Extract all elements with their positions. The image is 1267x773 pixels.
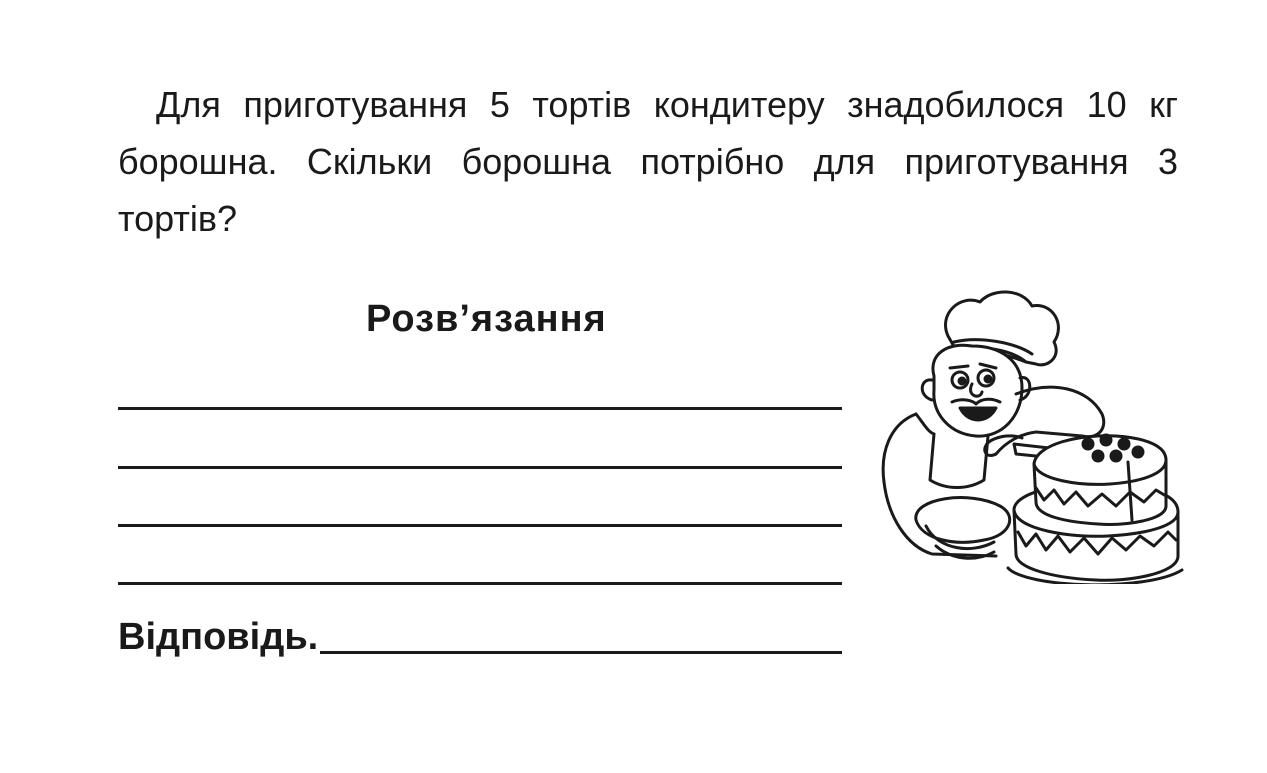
- baker-cutting-cake-icon: [876, 284, 1186, 584]
- answer-label: Відповідь.: [118, 616, 319, 658]
- solution-line-3[interactable]: [118, 524, 842, 527]
- solution-line-4[interactable]: [118, 582, 842, 585]
- answer-line[interactable]: [320, 651, 842, 654]
- solution-line-2[interactable]: [118, 466, 842, 469]
- solution-title: Розв’язання: [366, 298, 607, 340]
- answer-row: [118, 610, 842, 656]
- solution-line-1[interactable]: [118, 407, 842, 410]
- problem-text: Для приготування 5 тортів кондитеру знадобилося 10 кг борошна. Скільки борошна потрібно для приготування 3 тортів?: [118, 84, 1178, 239]
